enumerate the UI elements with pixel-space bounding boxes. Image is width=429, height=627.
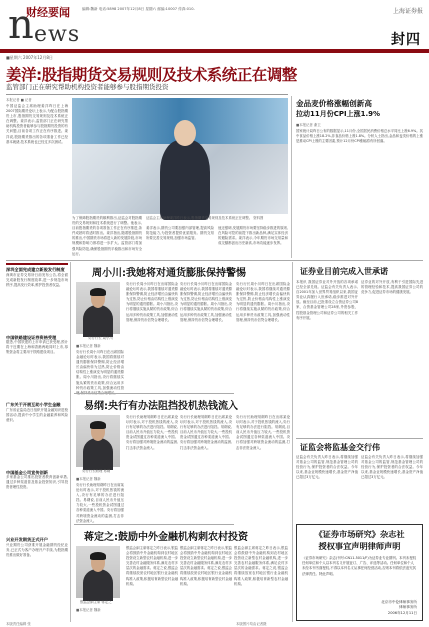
masthead-info: 编辑:魏新 电话:5898 2007年12月8日 星期六 邮编:10007 传真:010- [82, 7, 195, 11]
notice-sign-2: 律师事务所 [399, 605, 417, 610]
footer-right: 本版图片均由记者摄 [236, 622, 267, 626]
lead-col-2: 为了保障股指期货的顺利推出,证监会对股指期货的交易规则和技术系统进行了调整。他表示,目前股指期货的各项准备工作正在有序推进,条件成熟时将适时推出。姜洋指出,随着股指期货的推出,中国期货市场将进入新的发展阶段,市场规模和影响力都将进一步扩大。监管部门将加强风险防范,确保股指期货平稳推出和市场安全运行。 [72, 216, 142, 256]
zhou-text-4: 央行行长周小川昨日在出席国际金融论坛时表示,我国将继续对通货膨胀保持警惕,防止经济增长由偏快转为过热,防止价格由结构性上涨演变为明显的通货膨胀。周小川指出,央行将继续实施从紧的货币政策,综合运用多种货币政策工具,加强流动性管理,保持货币信贷合理增长。 [236, 282, 290, 322]
briefs-bar [6, 263, 68, 265]
footer-left: 本版责任编辑 张 [6, 622, 31, 626]
brief-text: 兴业期货公司获准开展金融期货经纪业务,已正式为客户办理开户手续,为股指期货推出做好准备。 [6, 542, 68, 557]
notice-body: 《证券市场研究》杂志(刊号:CN11-5011/F)为证券业专业期刊。本刊未授权任何单位和个人以本刊名义开展征订、广告、评选等活动。任何单位和个人未经本刊书面授权,不得以本刊名义从事任何经营活动,否则本刊将依法追究其法律责任。特此声明。 [302, 556, 417, 576]
jiang-caption: 银监会副主席 蒋定之 [80, 600, 112, 604]
gold-text: 国家统计局昨日公布的数据显示,11月份,全国居民消费价格总水平同比上涨6.9%。其中食品价格上涨18.2%,非食品价格上涨1.8%。分析人士指出,金品和麦类价格的上涨是推动CPI上涨的主要因素,预计12月份CPI涨幅将有所回落。 [296, 129, 423, 144]
gold-subtitle: 拉动11月份CPI上涨1.9% [296, 110, 381, 118]
notice-title-2: 授权事宜声明律师声明 [318, 541, 401, 551]
logo-section-name: 财经要闻 [26, 6, 70, 19]
lead-subhead: 监管部门正在研究帮助机构投资者能够参与股指期货投资 [6, 83, 169, 91]
brief-item [6, 335, 68, 397]
brief-title: 广东关于开展互助小学生金融 [6, 402, 61, 407]
brief-item [6, 402, 68, 464]
brief-item [6, 537, 68, 599]
brief-text: 多家基金公司推出投资者教育创新举措,通过多种渠道普及基金投资知识,引导投资者理性投资。 [6, 475, 68, 490]
zhou-text-3: 央行行长周小川昨日在出席国际金融论坛时表示,我国将继续对通货膨胀保持警惕,防止经济增长由偏快转为过热,防止价格由结构性上涨演变为明显的通货膨胀。周小川指出,央行将继续实施从紧的货币政策,综合运用多种货币政策工具,加强流动性管理,保持货币信贷合理增长。 [180, 282, 232, 322]
lead-col-4: 他还强调,发展期货市场要坚持稳步推进的原则,在风险可控的前提下推出新品种,满足实体经济的避险需求。姜洋表示,今年期货市场交易量和成交额都创出历史新高,市场功能逐步发挥。 [218, 226, 288, 246]
zhou-portrait [76, 282, 120, 334]
section-rule-4 [296, 438, 423, 439]
zhou-title: 周小川:我她将对通货膨胀保持警惕 [92, 268, 246, 279]
jiang-byline: ■本报记者 魏新 [76, 608, 101, 612]
jiang-portrait [76, 546, 120, 598]
zhou-caption: 央行行长 周小川 [88, 336, 113, 340]
column-divider [70, 262, 71, 622]
fund-text-2: 证监会有关负责人昨日表示,将继续加强对基金公司的监管,规范基金管理公司的经营行为,保护投资者的合法权益。今年以来,基金业规模快速增长,基金资产净值已超过3万亿元。 [361, 455, 423, 480]
gold-byline: ■本报记者 谢卫 [296, 123, 321, 127]
sec-title: 证券业目前完成入世承诺 [300, 267, 388, 276]
newspaper-brand: 上海证券报 [392, 8, 423, 15]
headline-rule [6, 94, 288, 95]
brief-text: 深圳市证券交易所日前发布公告,将全面完成新股发行制度改革,进一步规范市场秩序,提高发行效率,维护投资者权益。 [6, 272, 68, 287]
brief-title: 中国基金公司宣传创新 [6, 469, 48, 475]
lead-col-1: 中国证监会主席助理姜洋昨日在上海2007国际期货论坛上表示,为配合股指期货上市,股指期货交易规则及技术系统正在调整。姜洋表示,监管部门正在研究帮助机构投资者能够参与股指期货投资的有关问题,目前各项工作正在有序推进。姜洋说,股指期货推出的各项准备工作已经基本就绪,技术系统也已经过多次测试。 [6, 104, 68, 144]
photo-person-face [174, 120, 196, 146]
portrait-body [83, 569, 114, 600]
sec-text-2: 证券业的对外开放,有利于引进国际先进的管理经验和技术,提高我国证券公司的竞争力,促进证券市场的健康发展。 [361, 280, 423, 295]
fund-text-1: 证监会有关负责人昨日表示,将继续加强对基金公司的监管,规范基金管理公司的经营行为,保护投资者的合法权益。今年以来,基金业规模快速增长,基金资产净值已超过3万亿元。 [296, 455, 358, 480]
notice-sign-3: 2006年12月11日 [387, 610, 417, 615]
yi-text-2: 央行行长助理易纲昨日在出席某论坛时表示,对于投机热钱的流入,央行有足够的办法进行阻挡。易纲说,目前人民币升值压力较大,一些投机资金试图通过各种渠道流入中国。央行将加强对跨境资金流动的监测,打击非法资金流入。 [126, 415, 178, 450]
date-line: ■星期六 2007年12月8日 [6, 55, 53, 60]
brief-text: 广东省证监局近日组织开展金融知识进校园活动,提高中小学生的金融素养和风险意识。 [6, 407, 68, 422]
brief-item [6, 470, 68, 532]
portrait-body [83, 305, 114, 336]
section-rule-3 [74, 524, 234, 525]
masthead-rule [0, 49, 429, 53]
brief-text: 据悉,中国铁建的上市申请已获受理,预计将于近期在上海和香港两地同时上市,募集资金将主要用于铁路建设项目。 [6, 340, 68, 355]
jiang-text-4: 银监会副主席蒋定之昨日表示,银监会将鼓励中外金融机构到农村地区投资设立新型农村金融机构,进一步完善农村金融服务体系,满足农村多层次的金融需求。蒋定之说,银监会将继续放宽农村地区银行业金融机构准入政策,积极培育新型农村金融机构。 [234, 546, 288, 586]
page-label: 封四 [391, 32, 421, 48]
yi-caption: 央行行长助理 易纲 [82, 469, 111, 473]
zhou-text-1: 央行行长周小川昨日在出席国际金融论坛时表示,我国将继续对通货膨胀保持警惕,防止经济增长由偏快转为过热,防止价格由结构性上涨演变为明显的通货膨胀。周小川指出,央行将继续实施从紧的货币政策,综合运用多种货币政策工具,加强流动性管 [76, 350, 124, 390]
logo-letter-n: n [8, 2, 34, 48]
jiang-title: 蒋定之:鼓励中外金融机构刺农村投资 [84, 532, 248, 543]
lead-photo-caption: 证监会主席助理姜洋昨日表示,股指期货交易规则及技术系统正在调整。 资料图 [146, 216, 264, 220]
yi-text-1: 央行行长助理易纲昨日在出席某论坛时表示,对于投机热钱的流入,央行有足够的办法进行阻挡。易纲说,目前人民币升值压力较大,一些投机资金试图通过各种渠道流入中国。央行将加强对跨境资金流动的监测,打击非法资金流入。 [76, 483, 124, 523]
lead-col-3: 姜洋表示,期货公司要加强内部管理,提高风险防范能力,为投资者提供优质服务。期货交易所要完善交易规则,加强市场监管。 [146, 226, 214, 241]
sec-text-1: 本报讯 我国证券业对外开放的各项承诺已经全部兑现。证监会有关负责人表示,自2001年加入世界贸易组织以来,我国证券业认真履行入世承诺,稳步推进对外开放。截至目前,已批准设立合资证券公司8家、合资基金管理公司28家,外资参股、控股基金管理公司和证券公司的相关工作有序开展。 [296, 280, 358, 320]
brief-item [6, 267, 68, 329]
portrait-hair [90, 421, 106, 429]
notice-title-1: 《证券市场研究》杂志社 [314, 529, 405, 539]
yi-byline: ■本报记者 魏新 [76, 477, 101, 481]
brief-title: 中国铁路建设证券资格受理 [6, 334, 57, 340]
yi-text-3: 央行行长助理易纲昨日在出席某论坛时表示,对于投机热钱的流入,央行有足够的办法进行阻挡。易纲说,目前人民币升值压力较大,一些投机资金试图通过各种渠道流入中国。央行将加强对跨境资金流动的监测,打击非法资金流入。 [180, 415, 232, 450]
masthead-logo [6, 2, 81, 50]
portrait-hair [90, 552, 106, 560]
zhou-text-2: 央行行长周小川昨日在出席国际金融论坛时表示,我国将继续对通货膨胀保持警惕,防止经济增长由偏快转为过热,防止价格由结构性上涨演变为明显的通货膨胀。周小川指出,央行将继续实施从紧的货币政策,综合运用多种货币政策工具,加强流动性管理,保持货币信贷合理增长。 [126, 282, 178, 322]
lead-byline: 本报记者 ■ 记者 [6, 98, 32, 102]
photo-person-body [160, 140, 210, 220]
portrait-body [83, 438, 114, 469]
logo-ews: ews [34, 22, 81, 47]
yi-portrait [76, 415, 120, 467]
jiang-text-3: 银监会副主席蒋定之昨日表示,银监会将鼓励中外金融机构到农村地区投资设立新型农村金融机构,进一步完善农村金融服务体系,满足农村多层次的金融需求。蒋定之说,银监会将继续放宽农村地区银行业金融机构准入政策,积极培育新型农村金融机构。 [180, 546, 232, 586]
briefs-column [6, 267, 68, 622]
yi-text-4: 央行行长助理易纲昨日在出席某论坛时表示,对于投机热钱的流入,央行有足够的办法进行阻挡。易纲说,目前人民币升值压力较大,一些投机资金试图通过各种渠道流入中国。央行将加强对跨境资金流动的监测,打击非法资金流入。 [236, 415, 290, 450]
section-rule-2 [74, 393, 234, 394]
fund-title: 证监会将监基金交行伟 [300, 443, 380, 452]
lead-photo [72, 98, 288, 214]
lead-headline: 姜洋:股指期货交易规则及技术系统正在调整 [6, 66, 297, 84]
notice-sign-1: 北京市中伦律师事务所 [381, 600, 417, 604]
brief-title: 兴业开发期货正式开户 [6, 537, 48, 542]
column-divider [292, 262, 293, 622]
column-divider [291, 96, 292, 258]
brief-title: 深圳全面完成建立新股发行制度 [6, 267, 65, 272]
gold-title: 金品麦价格涨幅创新高 [296, 99, 372, 108]
zhou-byline: ■本报记者 魏新 [76, 344, 101, 348]
yi-title: 易纲:央行有办法阻挡投机热钱流入 [84, 401, 238, 412]
jiang-text-2: 银监会副主席蒋定之昨日表示,银监会将鼓励中外金融机构到农村地区投资设立新型农村金融机构,进一步完善农村金融服务体系,满足农村多层次的金融需求。蒋定之说,银监会将继续放宽农村地区银行业金融机构准入政策,积极培育新型农村金融机构。 [126, 546, 178, 586]
portrait-hair [90, 288, 106, 296]
section-rule-1 [6, 260, 423, 261]
notice-box [296, 524, 423, 621]
